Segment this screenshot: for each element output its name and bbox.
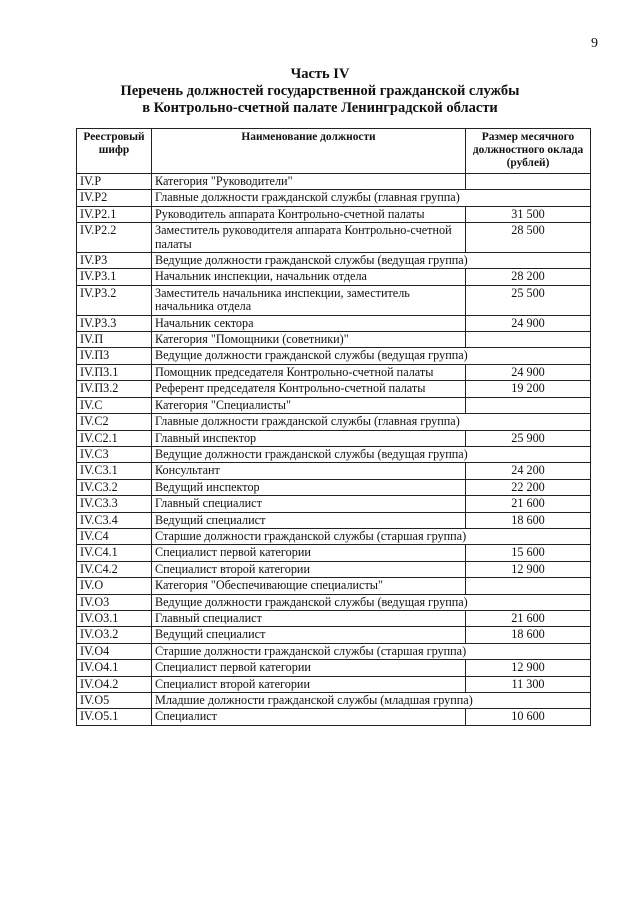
table-row <box>77 397 591 413</box>
cell-code: IV.О <box>77 578 152 594</box>
table-row <box>77 223 591 253</box>
cell-salary <box>466 397 591 413</box>
header-name: Наименование должности <box>152 129 466 174</box>
table-row <box>77 545 591 561</box>
cell-position-name: Ведущие должности гражданской службы (ведущая группа) <box>152 253 591 269</box>
positions-table <box>76 128 591 726</box>
cell-position-name: Специалист второй категории <box>152 561 466 577</box>
cell-code: IV.С4.1 <box>77 545 152 561</box>
table-row <box>77 348 591 364</box>
cell-position-name: Специалист первой категории <box>152 660 466 676</box>
cell-position-name: Младшие должности гражданской службы (младшая группа) <box>152 693 591 709</box>
cell-salary: 12 900 <box>466 561 591 577</box>
cell-position-name: Главный инспектор <box>152 430 466 446</box>
cell-position-name: Специалист второй категории <box>152 676 466 692</box>
cell-code: IV.П3.1 <box>77 364 152 380</box>
cell-position-name: Ведущие должности гражданской службы (ведущая группа) <box>152 348 591 364</box>
cell-code: IV.О4 <box>77 643 152 659</box>
cell-code: IV.С3.2 <box>77 479 152 495</box>
cell-position-name: Специалист первой категории <box>152 545 466 561</box>
cell-position-name: Специалист <box>152 709 466 725</box>
table-row <box>77 430 591 446</box>
table-row <box>77 693 591 709</box>
cell-position-name: Ведущий специалист <box>152 627 466 643</box>
cell-salary: 11 300 <box>466 676 591 692</box>
heading-line-2: в Контрольно-счетной палате Ленинградской области <box>142 100 498 116</box>
cell-position-name: Главный специалист <box>152 496 466 512</box>
cell-salary <box>466 578 591 594</box>
table-row <box>77 512 591 528</box>
cell-code: IV.О3.1 <box>77 610 152 626</box>
cell-salary: 10 600 <box>466 709 591 725</box>
table-row <box>77 594 591 610</box>
table-row <box>77 479 591 495</box>
table-body <box>77 174 591 726</box>
cell-position-name: Категория "Руководители" <box>152 174 466 190</box>
table-header-row <box>77 129 591 174</box>
cell-code: IV.П3 <box>77 348 152 364</box>
cell-code: IV.С2 <box>77 414 152 430</box>
table-row <box>77 660 591 676</box>
cell-salary: 28 200 <box>466 269 591 285</box>
cell-salary: 15 600 <box>466 545 591 561</box>
cell-position-name: Референт председателя Контрольно-счетной палаты <box>152 381 466 397</box>
cell-code: IV.О5 <box>77 693 152 709</box>
cell-code: IV.П3.2 <box>77 381 152 397</box>
table-row <box>77 174 591 190</box>
table-row <box>77 315 591 331</box>
cell-position-name: Заместитель руководителя аппарата Контрольно-счетной палаты <box>152 223 466 253</box>
cell-position-name: Руководитель аппарата Контрольно-счетной палаты <box>152 206 466 222</box>
cell-salary <box>466 332 591 348</box>
cell-position-name: Ведущий инспектор <box>152 479 466 495</box>
cell-code: IV.С2.1 <box>77 430 152 446</box>
cell-salary: 24 900 <box>466 364 591 380</box>
cell-position-name: Главные должности гражданской службы (главная группа) <box>152 190 591 206</box>
cell-code: IV.С3.1 <box>77 463 152 479</box>
table-row <box>77 190 591 206</box>
cell-code: IV.С3 <box>77 446 152 462</box>
heading-line-1: Перечень должностей государственной гражданской службы <box>120 83 520 99</box>
table-row <box>77 627 591 643</box>
cell-code: IV.О3.2 <box>77 627 152 643</box>
cell-salary: 18 600 <box>466 512 591 528</box>
page-number: 9 <box>591 36 598 51</box>
table-row <box>77 528 591 544</box>
table-row <box>77 206 591 222</box>
cell-code: IV.Р2 <box>77 190 152 206</box>
cell-salary: 19 200 <box>466 381 591 397</box>
cell-position-name: Старшие должности гражданской службы (старшая группа) <box>152 528 591 544</box>
cell-code: IV.Р3.3 <box>77 315 152 331</box>
table-row <box>77 269 591 285</box>
table-row <box>77 285 591 315</box>
cell-code: IV.О4.2 <box>77 676 152 692</box>
cell-salary: 21 600 <box>466 496 591 512</box>
cell-salary: 31 500 <box>466 206 591 222</box>
cell-salary: 25 900 <box>466 430 591 446</box>
cell-position-name: Ведущие должности гражданской службы (ведущая группа) <box>152 446 591 462</box>
cell-salary: 21 600 <box>466 610 591 626</box>
cell-code: IV.С <box>77 397 152 413</box>
table-row <box>77 446 591 462</box>
cell-salary: 28 500 <box>466 223 591 253</box>
cell-salary: 24 200 <box>466 463 591 479</box>
cell-code: IV.С4 <box>77 528 152 544</box>
cell-code: IV.Р3.2 <box>77 285 152 315</box>
cell-position-name: Категория "Помощники (советники)" <box>152 332 466 348</box>
table-row <box>77 463 591 479</box>
cell-salary: 22 200 <box>466 479 591 495</box>
cell-code: IV.О4.1 <box>77 660 152 676</box>
table-row <box>77 253 591 269</box>
cell-salary: 24 900 <box>466 315 591 331</box>
cell-code: IV.Р3.1 <box>77 269 152 285</box>
cell-code: IV.С3.3 <box>77 496 152 512</box>
table-row <box>77 578 591 594</box>
part-title: Часть IV <box>290 66 350 82</box>
cell-position-name: Помощник председателя Контрольно-счетной палаты <box>152 364 466 380</box>
table-row <box>77 332 591 348</box>
table-row <box>77 364 591 380</box>
cell-code: IV.Р3 <box>77 253 152 269</box>
cell-position-name: Главный специалист <box>152 610 466 626</box>
cell-position-name: Консультант <box>152 463 466 479</box>
cell-position-name: Главные должности гражданской службы (главная группа) <box>152 414 591 430</box>
cell-position-name: Начальник сектора <box>152 315 466 331</box>
cell-position-name: Заместитель начальника инспекции, заместитель начальника отдела <box>152 285 466 315</box>
cell-code: IV.С4.2 <box>77 561 152 577</box>
cell-position-name: Старшие должности гражданской службы (старшая группа) <box>152 643 591 659</box>
cell-code: IV.Р <box>77 174 152 190</box>
cell-code: IV.Р2.1 <box>77 206 152 222</box>
table-row <box>77 561 591 577</box>
cell-position-name: Категория "Специалисты" <box>152 397 466 413</box>
cell-code: IV.О5.1 <box>77 709 152 725</box>
cell-salary: 12 900 <box>466 660 591 676</box>
cell-code: IV.П <box>77 332 152 348</box>
document-heading <box>0 66 640 117</box>
table-row <box>77 709 591 725</box>
cell-salary: 18 600 <box>466 627 591 643</box>
table-row <box>77 496 591 512</box>
table-row <box>77 643 591 659</box>
cell-position-name: Ведущий специалист <box>152 512 466 528</box>
cell-salary: 25 500 <box>466 285 591 315</box>
cell-code: IV.С3.4 <box>77 512 152 528</box>
cell-code: IV.О3 <box>77 594 152 610</box>
table-row <box>77 381 591 397</box>
cell-salary <box>466 174 591 190</box>
cell-position-name: Начальник инспекции, начальник отдела <box>152 269 466 285</box>
cell-code: IV.Р2.2 <box>77 223 152 253</box>
cell-position-name: Ведущие должности гражданской службы (ведущая группа) <box>152 594 591 610</box>
table-row <box>77 414 591 430</box>
table-row <box>77 610 591 626</box>
table-row <box>77 676 591 692</box>
header-salary: Размер месячного должностного оклада (рублей) <box>466 129 591 174</box>
header-code: Реестровый шифр <box>77 129 152 174</box>
cell-position-name: Категория "Обеспечивающие специалисты" <box>152 578 466 594</box>
